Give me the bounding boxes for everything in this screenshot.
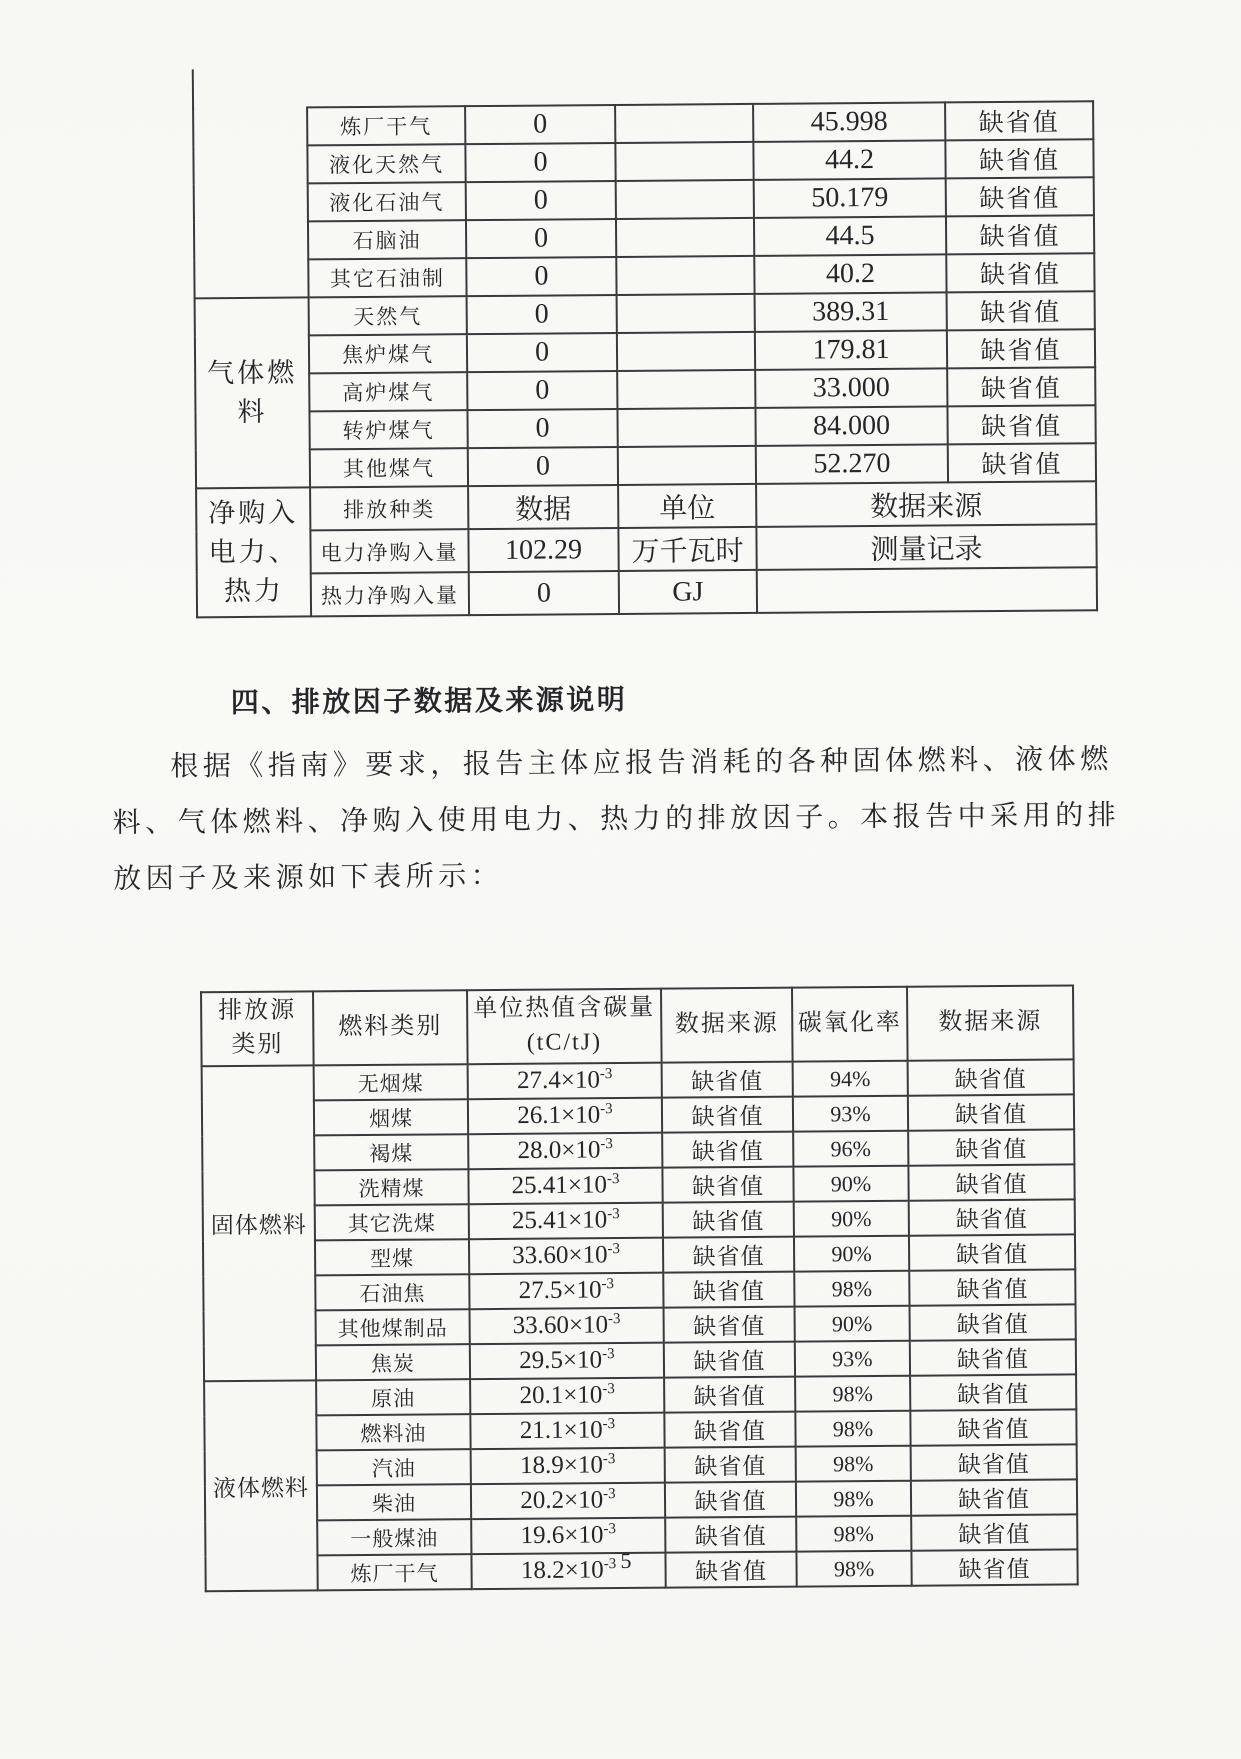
header-oxidation-rate: 碳氧化率	[792, 987, 908, 1062]
cell-data-source-1: 缺省值	[664, 1412, 795, 1448]
cell-data-source-2: 缺省值	[910, 1339, 1076, 1375]
cell-data-source-2: 缺省值	[910, 1409, 1076, 1445]
cell-fuel: 一般煤油	[317, 1519, 471, 1555]
cell-fuel: 焦炉煤气	[309, 334, 467, 373]
header-row	[201, 985, 1074, 1066]
cell-fuel: 型煤	[315, 1239, 469, 1275]
energy-consumption-table	[192, 100, 1098, 618]
category-cell: 液体燃料	[204, 1380, 318, 1591]
cell-fuel: 烟煤	[314, 1099, 468, 1135]
cell-oxidation-rate: 98%	[796, 1481, 911, 1517]
category-cell: 净购入 电力、 热力	[196, 487, 311, 617]
cell-data-source-1: 缺省值	[665, 1482, 796, 1518]
cell-carbon-content	[468, 1168, 662, 1205]
carbon-exponent: -3	[607, 1311, 621, 1328]
cell-data-source-1: 缺省值	[662, 1097, 793, 1133]
carbon-exponent: -3	[603, 1521, 616, 1538]
cell-data-source-1: 缺省值	[665, 1517, 796, 1553]
cell-data-source-2: 缺省值	[910, 1374, 1076, 1410]
cell-data-source-1: 缺省值	[664, 1307, 795, 1343]
page-number: 5	[620, 1547, 632, 1574]
cell-value: 45.998	[753, 102, 945, 142]
cell-data: 0	[466, 257, 616, 296]
cell-fuel: 液化石油气	[308, 182, 466, 221]
cell-carbon-content	[468, 1063, 662, 1100]
carbon-base: 18.2×10	[520, 1556, 604, 1585]
cell-carbon-content	[470, 1308, 664, 1345]
cell-data-source-2: 缺省值	[911, 1549, 1077, 1585]
cell-unit	[617, 370, 755, 409]
cell-source: 缺省值	[947, 291, 1095, 330]
table-left-border-stub	[192, 69, 194, 109]
cell-value: 52.270	[756, 444, 948, 484]
cell-carbon-content	[470, 1413, 664, 1450]
cell-unit	[616, 218, 754, 257]
cell-data: 0	[467, 371, 617, 410]
cell-data-source-2: 缺省值	[908, 1164, 1074, 1200]
cell-oxidation-rate: 93%	[793, 1096, 908, 1132]
cell-label: 热力净购入量	[311, 572, 469, 616]
cell-value: 33.000	[755, 368, 947, 408]
cell-value: 44.5	[754, 216, 946, 256]
cell-fuel: 液化天然气	[307, 144, 465, 183]
table-row	[196, 481, 1096, 531]
cell-data-source-2: 缺省值	[909, 1269, 1075, 1305]
cell-unit	[617, 294, 755, 333]
carbon-base: 20.2×10	[520, 1486, 604, 1515]
cell-fuel: 原油	[316, 1379, 470, 1415]
cell-data: 0	[467, 409, 617, 448]
cell-source: 缺省值	[946, 215, 1094, 254]
cell-fuel: 洗精煤	[314, 1169, 468, 1205]
header-data-source-1: 数据来源	[661, 988, 793, 1063]
carbon-base: 21.1×10	[519, 1416, 603, 1445]
carbon-exponent: -3	[607, 1241, 621, 1258]
cell-fuel: 石脑油	[308, 220, 466, 259]
cell-value: 44.2	[753, 140, 945, 180]
cell-oxidation-rate: 98%	[795, 1376, 910, 1412]
header-fuel-type: 燃料类别	[313, 990, 468, 1065]
cell-data-source-2: 缺省值	[908, 1129, 1074, 1165]
cell-data-source-1: 缺省值	[662, 1062, 793, 1098]
cell-fuel: 炼厂干气	[307, 106, 465, 145]
cell-fuel: 高炉煤气	[309, 372, 467, 411]
cell-value: 179.81	[755, 330, 947, 370]
carbon-base: 29.5×10	[519, 1346, 603, 1375]
energy-consumption-table-body	[193, 101, 1097, 617]
cell-source: 缺省值	[945, 139, 1093, 178]
carbon-base: 27.4×10	[516, 1066, 601, 1095]
cell-unit	[617, 408, 755, 447]
cell-value: 40.2	[754, 254, 946, 294]
cell-data: 数据	[468, 485, 618, 529]
carbon-exponent: -3	[600, 1101, 613, 1118]
cell-oxidation-rate: 98%	[794, 1271, 909, 1307]
cell-fuel: 褐煤	[314, 1134, 468, 1170]
carbon-exponent: -3	[607, 1206, 620, 1223]
cell-fuel: 其他煤制品	[316, 1309, 470, 1345]
carbon-exponent: -3	[601, 1346, 615, 1363]
emission-factor-table	[200, 984, 1079, 1592]
header-data-source-2: 数据来源	[907, 985, 1074, 1060]
cell-data-source-2: 缺省值	[911, 1479, 1077, 1515]
cell-carbon-content	[469, 1203, 663, 1240]
category-cell	[193, 107, 308, 298]
cell-unit: GJ	[619, 570, 757, 614]
cell-oxidation-rate: 90%	[794, 1201, 909, 1237]
carbon-exponent: -3	[603, 1556, 617, 1573]
cell-data-source-1: 缺省值	[662, 1132, 793, 1168]
cell-oxidation-rate: 93%	[795, 1341, 910, 1377]
carbon-exponent: -3	[600, 1136, 613, 1153]
paragraph	[112, 732, 1143, 908]
cell-source: 缺省值	[945, 101, 1093, 140]
cell-fuel: 焦炭	[316, 1344, 470, 1380]
cell-data-source-1: 缺省值	[663, 1237, 794, 1273]
cell-source: 测量记录	[756, 524, 1096, 570]
cell-value: 389.31	[755, 292, 947, 332]
cell-source: 缺省值	[946, 253, 1094, 292]
cell-carbon-content	[468, 1098, 662, 1135]
cell-data-source-1: 缺省值	[662, 1167, 793, 1203]
cell-source: 缺省值	[947, 367, 1095, 406]
cell-data: 0	[465, 105, 615, 144]
cell-data: 0	[466, 181, 616, 220]
cell-oxidation-rate: 90%	[793, 1166, 908, 1202]
cell-carbon-content	[471, 1483, 665, 1520]
cell-oxidation-rate: 98%	[795, 1411, 910, 1447]
cell-source: 数据来源	[756, 481, 1096, 527]
cell-fuel: 无烟煤	[314, 1064, 468, 1100]
cell-fuel: 燃料油	[316, 1414, 470, 1450]
cell-data: 0	[465, 143, 615, 182]
cell-fuel: 汽油	[317, 1449, 471, 1485]
cell-fuel: 其他煤气	[310, 448, 468, 487]
cell-data-source-2: 缺省值	[909, 1234, 1075, 1270]
carbon-exponent: -3	[606, 1171, 620, 1188]
cell-carbon-content	[469, 1273, 663, 1310]
cell-data: 102.29	[468, 528, 618, 572]
paragraph-line: 根据《指南》要求，报告主体应报告消耗的各种固体燃料、液体燃	[170, 744, 1113, 783]
cell-unit	[615, 104, 753, 143]
section-heading: 四、排放因子数据及来源说明	[230, 684, 628, 720]
cell-oxidation-rate: 98%	[796, 1446, 911, 1482]
carbon-base: 27.5×10	[518, 1276, 602, 1305]
cell-data-source-1: 缺省值	[665, 1552, 796, 1588]
header-carbon-content: 单位热值含碳量 (tC/tJ)	[467, 989, 662, 1065]
cell-fuel: 石油焦	[315, 1274, 469, 1310]
cell-oxidation-rate: 90%	[795, 1306, 910, 1342]
carbon-exponent: -3	[599, 1066, 613, 1083]
carbon-base: 18.9×10	[519, 1451, 604, 1480]
cell-fuel: 转炉煤气	[309, 410, 467, 449]
cell-carbon-content	[470, 1343, 664, 1380]
cell-unit	[617, 332, 755, 371]
cell-label: 排放种类	[310, 486, 468, 530]
carbon-base: 26.1×10	[517, 1101, 601, 1130]
category-cell: 固体燃料	[202, 1065, 316, 1381]
cell-value: 84.000	[755, 406, 947, 446]
paragraph-line: 放因子及来源如下表所示：	[113, 860, 504, 895]
cell-value: 50.179	[754, 178, 946, 218]
table-row	[197, 567, 1097, 617]
cell-fuel: 柴油	[317, 1484, 471, 1520]
carbon-base: 28.0×10	[517, 1136, 601, 1165]
carbon-base: 20.1×10	[519, 1381, 603, 1410]
cell-source: 缺省值	[947, 329, 1095, 368]
carbon-base: 33.60×10	[512, 1241, 608, 1270]
paragraph-line: 料、气体燃料、净购入使用电力、热力的排放因子。本报告中采用的排	[112, 800, 1121, 839]
cell-data-source-2: 缺省值	[911, 1514, 1077, 1550]
cell-data: 0	[469, 571, 619, 615]
cell-oxidation-rate: 98%	[796, 1516, 911, 1552]
cell-unit: 单位	[618, 484, 756, 528]
cell-data: 0	[468, 447, 618, 486]
carbon-exponent: -3	[601, 1276, 615, 1293]
cell-fuel: 其它石油制	[308, 258, 466, 297]
cell-data-source-2: 缺省值	[911, 1444, 1077, 1480]
cell-label: 电力净购入量	[310, 529, 468, 573]
carbon-exponent: -3	[602, 1416, 616, 1433]
carbon-base: 25.41×10	[511, 1206, 608, 1235]
cell-source: 缺省值	[946, 177, 1094, 216]
cell-data-source-2: 缺省值	[910, 1304, 1076, 1340]
cell-data: 0	[467, 295, 617, 334]
cell-data-source-2: 缺省值	[908, 1094, 1074, 1130]
cell-unit	[615, 142, 753, 181]
cell-carbon-content	[471, 1448, 665, 1485]
table-row	[196, 524, 1096, 574]
cell-oxidation-rate: 90%	[794, 1236, 909, 1272]
header-source-category: 排放源 类别	[201, 991, 314, 1066]
cell-data-source-2: 缺省值	[908, 1059, 1074, 1095]
cell-data-source-2: 缺省值	[909, 1199, 1075, 1235]
cell-carbon-content	[470, 1378, 664, 1415]
cell-data: 0	[467, 333, 617, 372]
cell-unit	[616, 180, 754, 219]
cell-unit	[618, 446, 756, 485]
carbon-base: 19.6×10	[520, 1521, 604, 1550]
cell-oxidation-rate: 98%	[796, 1551, 911, 1587]
cell-carbon-content	[469, 1238, 663, 1275]
cell-fuel: 天然气	[309, 296, 467, 335]
cell-fuel: 其它洗煤	[315, 1204, 469, 1240]
cell-oxidation-rate: 94%	[793, 1061, 908, 1097]
carbon-exponent: -3	[603, 1486, 616, 1503]
cell-data-source-1: 缺省值	[665, 1447, 796, 1483]
cell-unit: 万千瓦时	[618, 527, 756, 571]
cell-source: 缺省值	[948, 443, 1096, 482]
carbon-exponent: -3	[602, 1381, 615, 1398]
cell-data-source-1: 缺省值	[664, 1342, 795, 1378]
carbon-base: 25.41×10	[511, 1171, 608, 1200]
carbon-exponent: -3	[602, 1451, 616, 1468]
cell-source: 缺省值	[947, 405, 1095, 444]
cell-oxidation-rate: 96%	[793, 1131, 908, 1167]
emission-factor-table-body	[201, 985, 1078, 1591]
cell-source	[757, 567, 1097, 613]
cell-data-source-1: 缺省值	[663, 1202, 794, 1238]
cell-unit	[616, 256, 754, 295]
carbon-base: 33.60×10	[512, 1311, 609, 1340]
cell-carbon-content	[468, 1133, 662, 1170]
cell-data-source-1: 缺省值	[663, 1272, 794, 1308]
category-cell: 气体燃 料	[195, 297, 310, 488]
cell-data-source-1: 缺省值	[664, 1377, 795, 1413]
cell-data: 0	[466, 219, 616, 258]
cell-fuel: 炼厂干气	[317, 1554, 471, 1590]
